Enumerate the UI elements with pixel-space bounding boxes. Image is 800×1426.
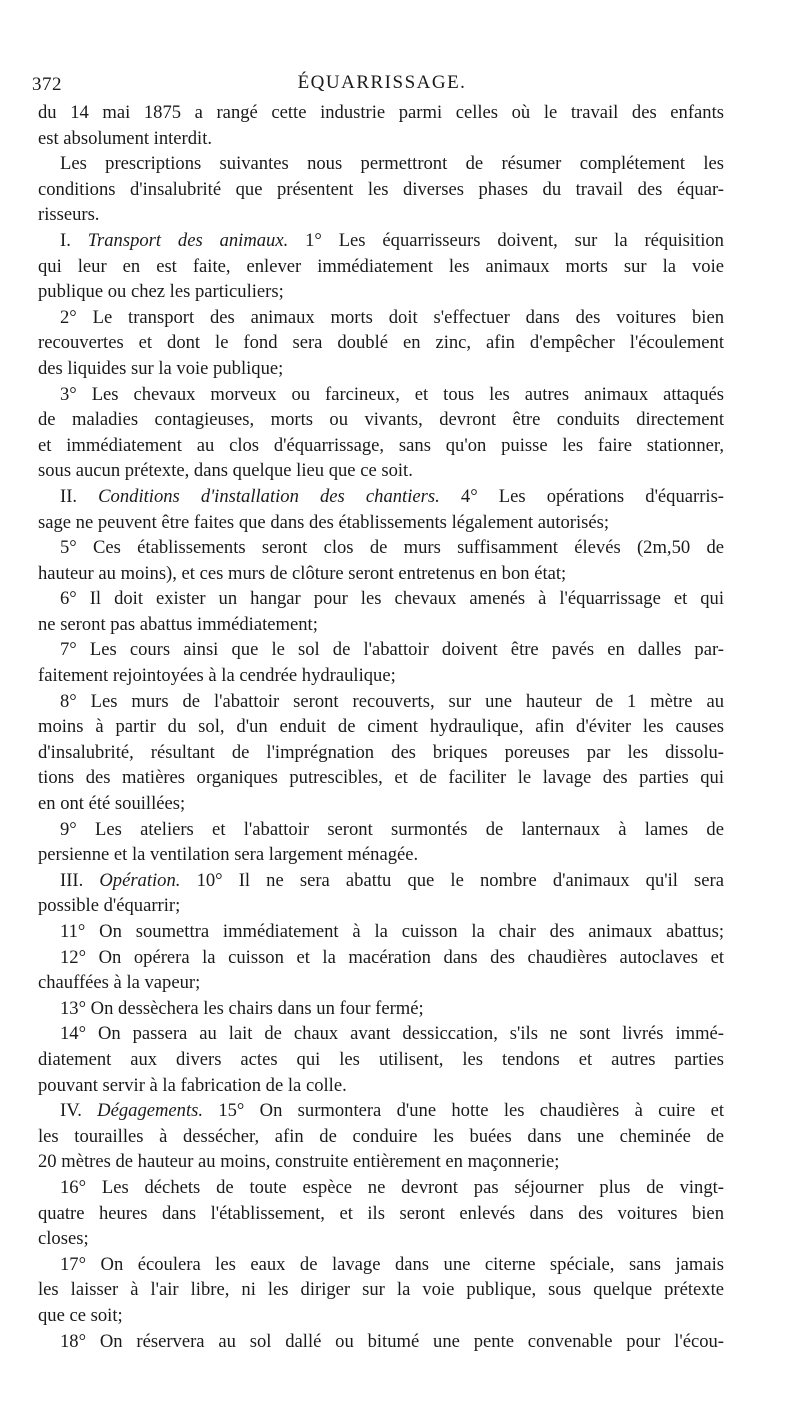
line-text: 8° Les murs de l'abattoir seront recouverts, sur une hauteur de 1 mètre au [60, 690, 724, 712]
text-line [38, 817, 724, 843]
text-line [38, 535, 724, 561]
line-text: 6° Il doit exister un hangar pour les chevaux amenés à l'équarrissage et qui [60, 588, 724, 610]
text-line [38, 663, 724, 689]
text-line [38, 996, 724, 1022]
line-text: diatement aux divers actes qui les utilisent, les tendons et autres parties [38, 1048, 724, 1070]
text-line [38, 202, 724, 228]
line-text: qui leur en est faite, enlever immédiatement les animaux morts sur la voie [38, 255, 724, 277]
text-line [38, 1303, 724, 1329]
line-text: pouvant servir à la fabrication de la colle. [38, 1074, 347, 1096]
line-text: de maladies contagieuses, morts ou vivants, devront être conduits directement [38, 409, 724, 431]
line-text: 4° Les opérations d'équarris- [460, 485, 724, 507]
text-line [38, 1175, 724, 1201]
text-line [38, 791, 724, 817]
text-line [38, 1047, 724, 1073]
section-number: IV. [60, 1100, 98, 1122]
line-text: sage ne peuvent être faites que dans des établissements légalement autorisés; [38, 511, 610, 533]
text-line [38, 1098, 724, 1124]
text-line [38, 1073, 724, 1099]
line-text: faitement rejointoyées à la cendrée hydraulique; [38, 665, 396, 687]
text-line [38, 970, 724, 996]
text-line [38, 919, 724, 945]
line-text: 13° On dessèchera les chairs dans un four fermé; [60, 997, 424, 1019]
text-line [38, 893, 724, 919]
line-text: possible d'équarrir; [38, 895, 181, 917]
line-text: 9° Les ateliers et l'abattoir seront surmontés de lanternaux à lames de [60, 818, 724, 840]
line-text: moins à partir du sol, d'un enduit de ciment hydraulique, afin d'éviter les causes [38, 716, 724, 738]
text-line [38, 330, 724, 356]
line-text: Les prescriptions suivantes nous permettront de résumer complétement les [60, 153, 724, 175]
line-text: 5° Ces établissements seront clos de murs suffisamment élevés (2m,50 de [60, 537, 724, 559]
text-line [38, 1201, 724, 1227]
line-text: 1° Les équarrisseurs doivent, sur la réquisition [305, 229, 724, 251]
line-text: que ce soit; [38, 1304, 123, 1326]
text-line [38, 612, 724, 638]
text-line [38, 126, 724, 152]
line-text: 14° On passera au lait de chaux avant dessiccation, s'ils ne sont livrés immé- [60, 1023, 724, 1045]
line-text: sous aucun prétexte, dans quelque lieu que ce soit. [38, 460, 413, 482]
line-text: ne seront pas abattus immédiatement; [38, 613, 318, 635]
section-number: I. [60, 229, 88, 251]
line-text: 20 mètres de hauteur au moins, construite entièrement en maçonnerie; [38, 1151, 560, 1173]
line-text: est absolument interdit. [38, 127, 213, 149]
text-line [38, 714, 724, 740]
page-number: 372 [32, 74, 62, 95]
section-number: II. [60, 485, 99, 507]
line-text: persienne et la ventilation sera largement ménagée. [38, 844, 419, 866]
line-text: et immédiatement au clos d'équarrissage, sans qu'on puisse les faire stationner, [38, 434, 724, 456]
line-text: les laisser à l'air libre, ni les diriger sur la voie publique, sous quelque prétexte [38, 1279, 724, 1301]
line-text: 11° On soumettra immédiatement à la cuisson la chair des animaux abattus; [60, 921, 724, 942]
text-line [38, 407, 724, 433]
line-text: quatre heures dans l'établissement, et ils seront enlevés dans des voitures bien [38, 1202, 724, 1224]
text-line [38, 1329, 724, 1355]
line-text: 7° Les cours ainsi que le sol de l'abattoir doivent être pavés en dalles par- [60, 639, 724, 661]
text-line [38, 842, 724, 868]
section-number: III. [60, 869, 100, 891]
line-text: en ont été souillées; [38, 793, 186, 815]
text-line [38, 458, 724, 484]
text-line [38, 177, 724, 203]
line-text: 10° Il ne sera abattu que le nombre d'animaux qu'il sera [196, 869, 724, 891]
text-line [38, 1124, 724, 1150]
line-text: 15° On surmontera d'une hotte les chaudières à cuire et [218, 1100, 724, 1122]
line-text: d'insalubrité, résultant de l'imprégnation des briques poreuses par les dissolu- [38, 741, 724, 763]
text-line [38, 151, 724, 177]
text-line [38, 561, 724, 587]
section-title: Dégagements. [97, 1100, 204, 1122]
text-line [38, 1252, 724, 1278]
line-text: tions des matières organiques putrescibles, et de faciliter le lavage des parties qui [38, 767, 724, 789]
line-text: 16° Les déchets de toute espèce ne devront pas séjourner plus de vingt- [60, 1176, 724, 1198]
section-title: Transport des animaux. [87, 229, 289, 251]
text-line [38, 228, 724, 254]
line-text: closes; [38, 1228, 89, 1250]
text-line [38, 740, 724, 766]
text-line [38, 689, 724, 715]
text-line [38, 586, 724, 612]
line-text: risseurs. [38, 204, 100, 226]
text-line [38, 1226, 724, 1252]
page-header [32, 70, 732, 100]
section-title: Opération. [99, 869, 181, 891]
line-text: des liquides sur la voie publique; [38, 357, 284, 379]
text-line [38, 100, 724, 126]
line-text: 3° Les chevaux morveux ou farcineux, et tous les autres animaux attaqués [60, 383, 724, 405]
line-text: recouvertes et dont le fond sera doublé en zinc, afin d'empêcher l'écoulement [38, 332, 724, 354]
line-text: 12° On opérera la cuisson et la macération dans des chaudières autoclaves et [60, 946, 724, 968]
line-text: conditions d'insalubrité que présentent les diverses phases du travail des équar- [38, 178, 724, 200]
line-text: chauffées à la vapeur; [38, 972, 201, 994]
text-line [38, 433, 724, 459]
text-line [38, 279, 724, 305]
text-line [38, 637, 724, 663]
text-line [38, 1277, 724, 1303]
section-title: Conditions d'installation des chantiers. [98, 485, 440, 507]
text-line [38, 765, 724, 791]
text-line [38, 510, 724, 536]
line-text: les tourailles à dessécher, afin de conduire les buées dans une cheminée de [38, 1125, 724, 1147]
text-line [38, 254, 724, 280]
text-line [38, 356, 724, 382]
text-line [38, 484, 724, 510]
text-line [38, 945, 724, 971]
line-text: hauteur au moins), et ces murs de clôture seront entretenus en bon état; [38, 562, 567, 584]
text-line [38, 868, 724, 894]
text-line [38, 1149, 724, 1175]
text-line [38, 1021, 724, 1047]
text-line [38, 305, 724, 331]
line-text: 18° On réservera au sol dallé ou bitumé une pente convenable pour l'écou- [60, 1330, 724, 1352]
line-text: publique ou chez les particuliers; [38, 281, 284, 303]
line-text: 17° On écoulera les eaux de lavage dans une citerne spéciale, sans jamais [60, 1253, 724, 1275]
line-text: du 14 mai 1875 a rangé cette industrie parmi celles où le travail des enfants [38, 102, 724, 123]
text-line [38, 382, 724, 408]
body-text [38, 100, 724, 1354]
line-text: 2° Le transport des animaux morts doit s'effectuer dans des voitures bien [60, 306, 724, 328]
running-title: ÉQUARRISSAGE. [297, 72, 467, 93]
